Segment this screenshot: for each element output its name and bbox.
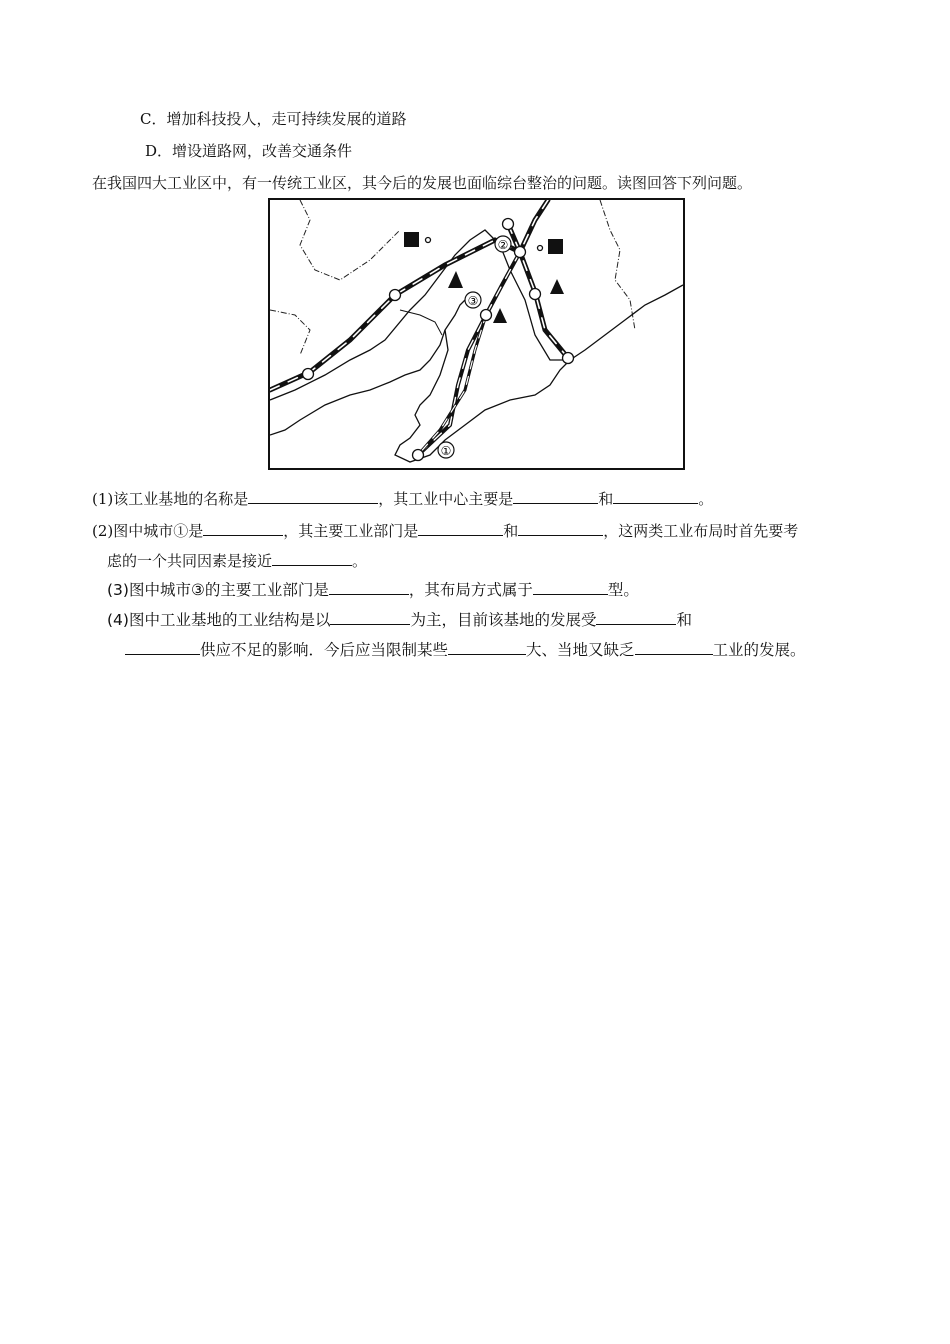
answer-blank[interactable]	[448, 640, 526, 655]
mine-dot-icon	[426, 238, 431, 243]
answer-blank[interactable]	[533, 580, 608, 595]
province-border	[300, 200, 400, 280]
question-intro: 在我国四大工业区中，有一传统工业区，其今后的发展也面临综台整治的问题。读图回答下列问题。	[92, 174, 753, 192]
q4-text-d: 供应不足的影响．今后应当限制某些	[200, 641, 449, 659]
coastline	[270, 295, 470, 435]
answer-blank[interactable]	[248, 489, 378, 504]
q2-text-b: ，其主要工业部门是	[283, 522, 419, 540]
iron-triangle-icon	[493, 308, 507, 323]
city-circle-icon	[503, 219, 514, 230]
question-4-cont	[125, 640, 806, 660]
q1-text-a: (1)该工业基地的名称是	[92, 490, 249, 508]
answer-blank[interactable]	[518, 521, 603, 536]
city-circle-icon	[563, 353, 574, 364]
city-1-label: ①	[440, 444, 452, 458]
answer-blank[interactable]	[635, 640, 713, 655]
question-2-cont	[107, 551, 367, 571]
q4-text-f: 工业的发展。	[712, 641, 806, 659]
q3-text-a: (3)图中城市③的主要工业部门是	[107, 581, 329, 599]
iron-triangle-icon	[550, 279, 564, 294]
question-1	[92, 489, 713, 509]
answer-blank[interactable]	[125, 640, 200, 655]
q4-text-e: 大、当地又缺乏	[526, 641, 635, 659]
q4-text-a: (4)图中工业基地的工业结构是以	[107, 611, 331, 629]
answer-blank[interactable]	[613, 489, 698, 504]
coastline	[270, 230, 683, 400]
city-circle-icon	[390, 290, 401, 301]
answer-blank[interactable]	[418, 521, 503, 536]
city-circle-icon	[515, 247, 526, 258]
industrial-base-map	[268, 198, 685, 470]
city-2-label: ②	[497, 238, 509, 252]
province-border	[600, 200, 635, 330]
q2-text-d: ，这两类工业布局时首先要考	[603, 522, 799, 540]
province-border	[270, 310, 310, 355]
answer-blank[interactable]	[272, 551, 352, 566]
answer-blank[interactable]	[330, 610, 410, 625]
q2-text-a: (2)图中城市①是	[92, 522, 204, 540]
question-3	[107, 580, 639, 600]
option-c: C．增加科技投人，走可持续发展的道路	[140, 110, 407, 128]
q2-text-f: 。	[352, 552, 368, 570]
railway-line	[418, 252, 520, 455]
city-circle-icon	[413, 450, 424, 461]
q2-text-e: 虑的一个共同因素是接近	[107, 552, 273, 570]
q3-text-c: 型。	[607, 581, 639, 599]
iron-triangle-icon	[448, 271, 463, 288]
question-2	[92, 521, 798, 541]
city-circle-icon	[303, 369, 314, 380]
q4-text-b: 为主，目前该基地的发展受	[410, 611, 597, 629]
option-d: D．增设道路网，改善交通条件	[145, 142, 353, 160]
city-circle-icon	[481, 310, 492, 321]
city-circle-icon	[530, 289, 541, 300]
q1-text-c: 和	[598, 490, 614, 508]
q1-text-b: ，其工业中心主要是	[378, 490, 514, 508]
city-3-label: ③	[467, 294, 479, 308]
mine-dot-icon	[538, 246, 543, 251]
answer-blank[interactable]	[513, 489, 598, 504]
answer-blank[interactable]	[329, 580, 409, 595]
coal-square-icon	[548, 239, 563, 254]
q4-text-c: 和	[676, 611, 692, 629]
q3-text-b: ，其布局方式属于	[408, 581, 533, 599]
answer-blank[interactable]	[596, 610, 676, 625]
answer-blank[interactable]	[203, 521, 283, 536]
coal-square-icon	[404, 232, 419, 247]
q2-text-c: 和	[503, 522, 519, 540]
question-4	[107, 610, 692, 630]
q1-text-d: 。	[698, 490, 714, 508]
